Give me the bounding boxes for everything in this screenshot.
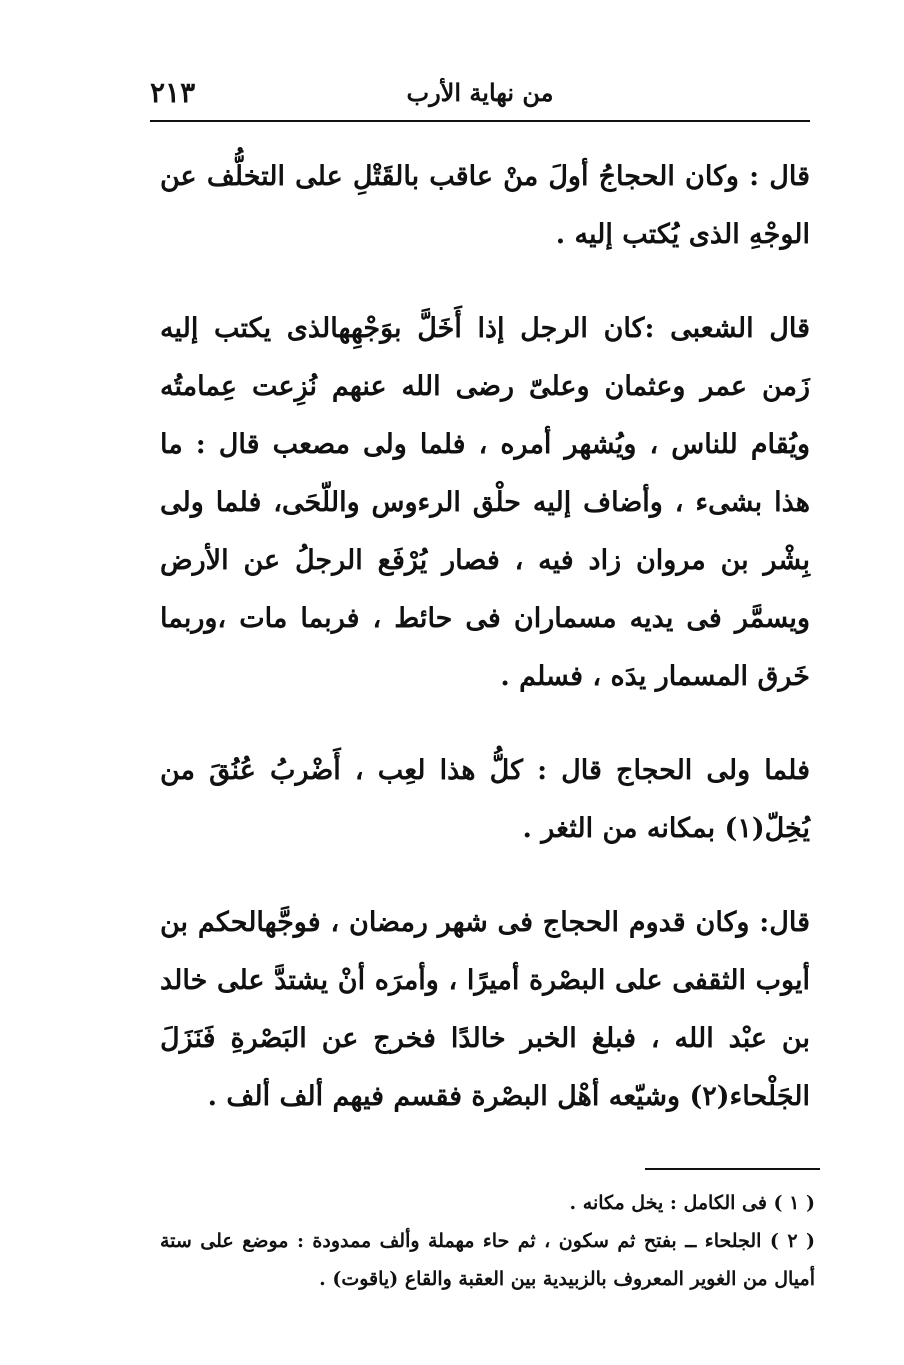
main-text [160,148,810,1162]
footnote-2: ( ٢ ) الجلحاء ــ بفتح ثم سكون ، ثم حاء مهملة وألف ممدودة : موضع على ستة أميال من الغوير المعروف بالزبيدية بين العقبة والقاع (ياقوت) . [160,1230,816,1290]
paragraph-4: قال: وكان قدوم الحجاج فى شهر رمضان ، فوجَّهالحكم بن أيوب الثقفى على البصْرة أميرًا ، وأمرَه أنْ يشتدَّ على خالد بن عبْد الله ، فبلغ الخبر خالدًا فخرج عن البَصْرةِ فَنَزَلَ الجَلْحاء(٢) وشيّعه أهْل البصْرة فقسم فيهم ألف ألف . [160,907,810,1112]
paragraph-2: قال الشعبى :كان الرجل إذا أَخَلَّ بوَجْهِهالذى يكتب إليه زَمن عمر وعثمان وعلىّ رضى الله عنهم نُزِعت عِمامتُه ويُقام للناس ، ويُشهر أمره ، فلما ولى مصعب قال : ما هذا بشىء ، وأضاف إليه حلْق الرءوس واللّحَى، فلما ولى بِشْر بن مروان زاد فيه ، فصار يُرْفَع الرجلُ عن الأرض ويسمَّر فى يديه مسماران فى حائط ، فربما مات ،وربما خَرق المسمار يدَه ، فسلم . [160,313,811,692]
paragraph-1: قال : وكان الحجاجُ أولَ منْ عاقب بالقَتْلِ على التخلُّف عن الوجْهِ الذى يُكتب إليه . [160,161,810,250]
paragraph-3: فلما ولى الحجاج قال : كلُّ هذا لعِب ، أَضْربُ عُنُقَ من يُخِلّ(١) بمكانه من الثغر . [160,755,810,844]
footnotes [160,1184,815,1298]
footnote-1: ( ١ ) فى الكامل : يخل مكانه . [569,1192,815,1214]
running-header [150,76,810,116]
running-title: من نهاية الأرب [406,78,554,107]
footnote-separator [645,1168,820,1170]
header-rule [150,120,810,122]
page-number: ٢١٣ [150,76,196,109]
